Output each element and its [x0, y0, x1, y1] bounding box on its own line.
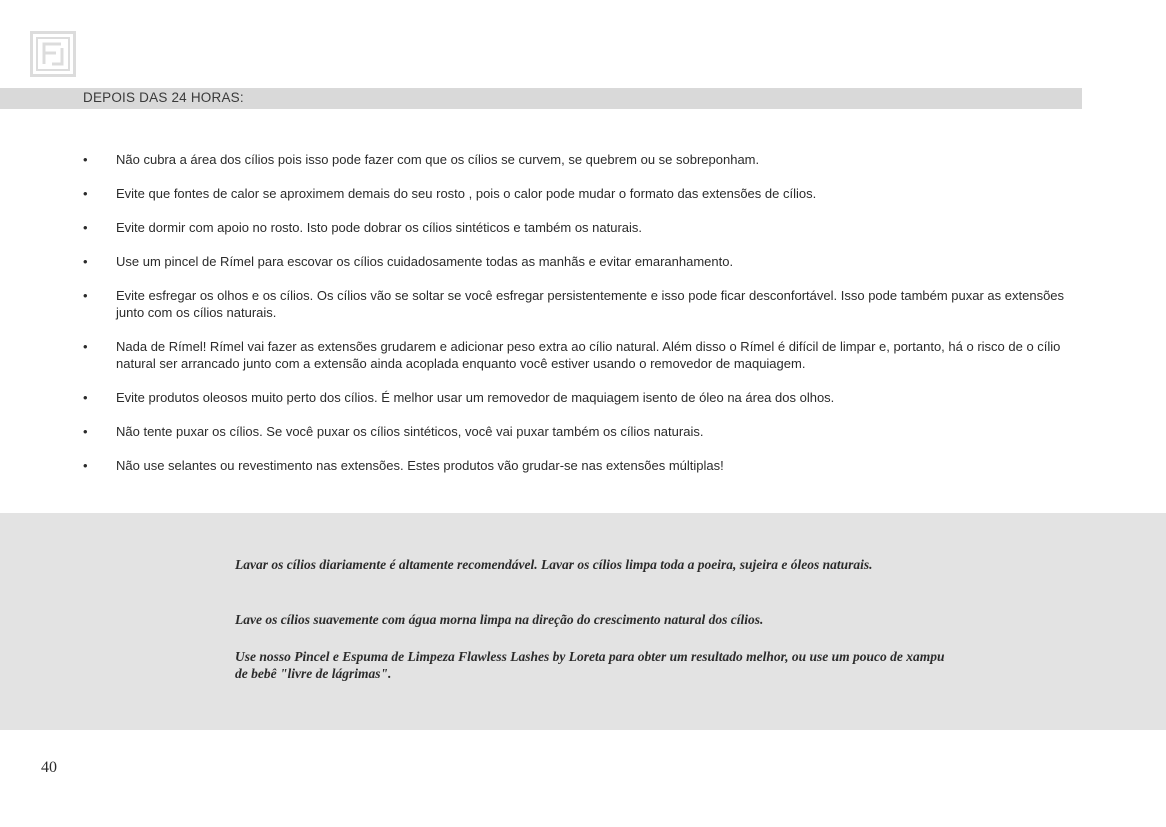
bullet-marker: • — [83, 220, 88, 235]
bullet-marker: • — [83, 424, 88, 439]
list-item — [83, 423, 1093, 440]
list-item — [83, 338, 1093, 372]
tip-paragraph: Lavar os cílios diariamente é altamente recomendável. Lavar os cílios limpa toda a poeira, sujeira e óleos naturais. — [235, 557, 873, 572]
page-number: 40 — [41, 759, 57, 776]
list-item-text: Nada de Rímel! Rímel vai fazer as extensões grudarem e adicionar peso extra ao cílio natural. Além disso o Rímel é difícil de limpar e, portanto, há o risco de o cílio natural ser arrancado junto com a extensão ainda acoplada enquanto você estiver usando o removedor de maquiagem. — [116, 339, 1061, 371]
list-item — [83, 151, 1093, 168]
section-title: DEPOIS DAS 24 HORAS: — [83, 90, 244, 105]
list-item — [83, 457, 1093, 474]
list-item-text: Evite que fontes de calor se aproximem demais do seu rosto , pois o calor pode mudar o formato das extensões de cílios. — [116, 186, 817, 201]
bullet-marker: • — [83, 254, 88, 269]
care-instructions-list — [83, 151, 1093, 491]
section-header-bar — [0, 88, 1082, 109]
list-item — [83, 389, 1093, 406]
tip-paragraph: Lave os cílios suavemente com água morna limpa na direção do crescimento natural dos cílios. — [235, 612, 764, 627]
list-item — [83, 185, 1093, 202]
bullet-marker: • — [83, 458, 88, 473]
list-item — [83, 219, 1093, 236]
list-item-text: Não cubra a área dos cílios pois isso pode fazer com que os cílios se curvem, se quebrem ou se sobreponham. — [116, 152, 760, 167]
bullet-marker: • — [83, 339, 88, 354]
list-item-text: Evite produtos oleosos muito perto dos cílios. É melhor usar um removedor de maquiagem isento de óleo na área dos olhos. — [116, 390, 835, 405]
list-item-text: Não tente puxar os cílios. Se você puxar os cílios sintéticos, você vai puxar também os cílios naturais. — [116, 424, 704, 439]
bullet-marker: • — [83, 390, 88, 405]
fl-monogram-icon — [30, 31, 76, 77]
list-item-text: Evite esfregar os olhos e os cílios. Os cílios vão se soltar se você esfregar persistentemente e isso pode ficar desconfortável. Isso pode também puxar as extensões junto com os cílios naturais. — [116, 288, 1065, 320]
list-item-text: Evite dormir com apoio no rosto. Isto pode dobrar os cílios sintéticos e também os naturais. — [116, 220, 643, 235]
list-item-text: Use um pincel de Rímel para escovar os cílios cuidadosamente todas as manhãs e evitar emaranhamento. — [116, 254, 734, 269]
list-item-text: Não use selantes ou revestimento nas extensões. Estes produtos vão grudar-se nas extensões múltiplas! — [116, 458, 724, 473]
bullet-marker: • — [83, 152, 88, 167]
bullet-marker: • — [83, 288, 88, 303]
list-item — [83, 253, 1093, 270]
bullet-marker: • — [83, 186, 88, 201]
washing-tips-box — [0, 513, 1166, 730]
list-item — [83, 287, 1093, 321]
tip-paragraph: Use nosso Pincel e Espuma de Limpeza Flawless Lashes by Loreta para obter um resultado melhor, ou use um pouco de xampu de bebê "livre de lágrimas". — [235, 649, 945, 681]
